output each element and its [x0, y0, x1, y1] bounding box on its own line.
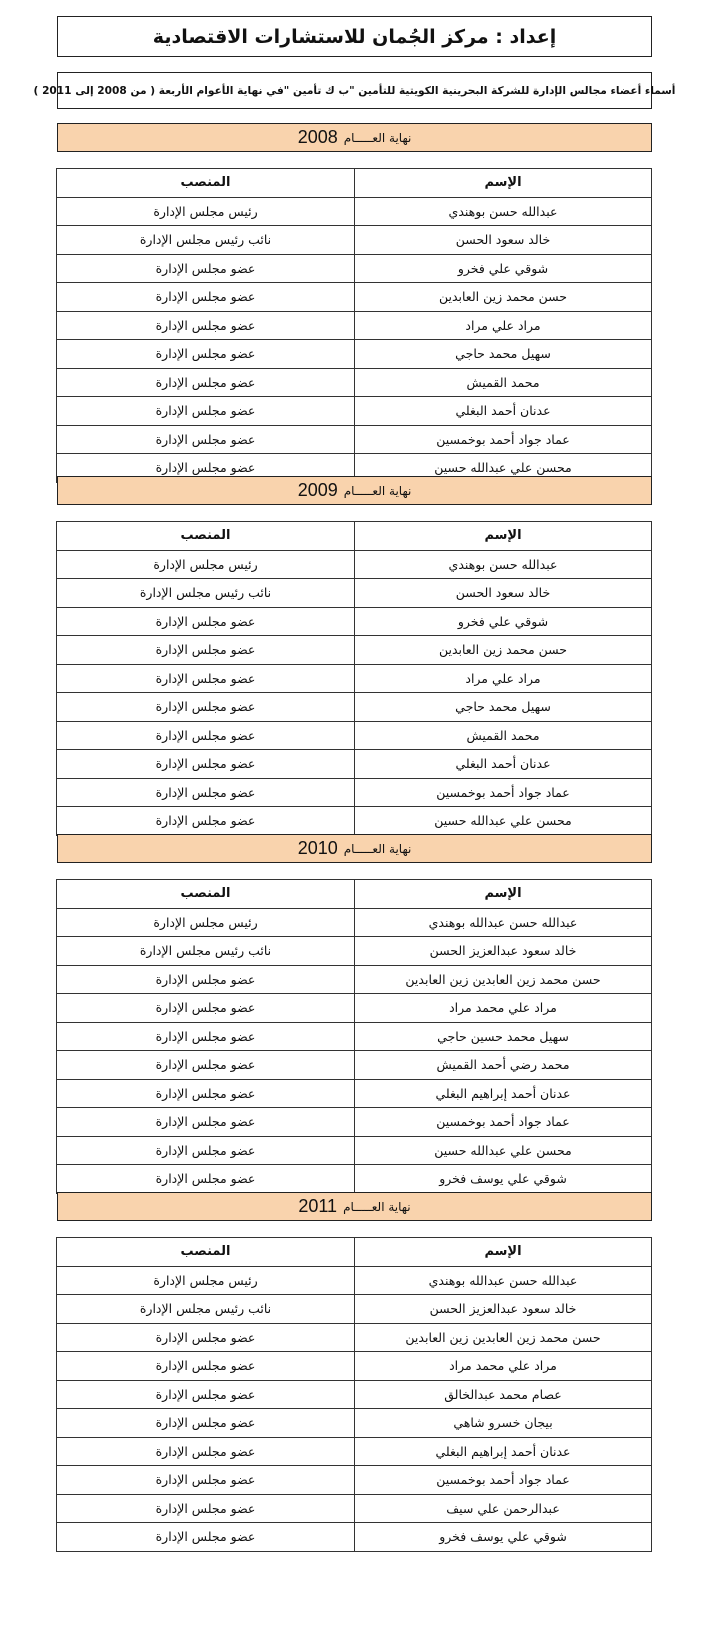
member-position: عضو مجلس الإدارة	[57, 1466, 355, 1495]
document-subtitle: أسماء أعضاء مجالس الإدارة للشركة البحرينية الكويتية للتأمين "ب ك تأمين "في نهاية الأعوام الأربعة ( من 2008 إلى 2011 )	[57, 72, 652, 109]
member-position: عضو مجلس الإدارة	[57, 283, 355, 312]
member-position: عضو مجلس الإدارة	[57, 1409, 355, 1438]
year-header-label: نهاية العـــــام	[343, 1199, 411, 1214]
table-row	[57, 693, 652, 722]
table-row	[57, 750, 652, 779]
year-header-label: نهاية العـــــام	[343, 130, 412, 145]
member-name: عبدالله حسن عبدالله بوهندي	[355, 908, 652, 937]
table-row	[57, 340, 652, 369]
member-position: رئيس مجلس الإدارة	[57, 908, 355, 937]
table-row	[57, 397, 652, 426]
year-header-label: نهاية العـــــام	[343, 841, 412, 856]
table-row	[57, 994, 652, 1023]
member-name: حسن محمد زين العابدين زين العابدين	[355, 965, 652, 994]
table-row	[57, 1079, 652, 1108]
column-header-position: المنصب	[57, 169, 355, 198]
table-row	[57, 721, 652, 750]
table-row	[57, 778, 652, 807]
member-position: عضو مجلس الإدارة	[57, 454, 355, 483]
year-section-2011	[57, 1192, 652, 1552]
member-name: عماد جواد أحمد بوخمسين	[355, 778, 652, 807]
table-row	[57, 1295, 652, 1324]
member-position: عضو مجلس الإدارة	[57, 1437, 355, 1466]
member-position: عضو مجلس الإدارة	[57, 340, 355, 369]
year-header-label: نهاية العـــــام	[343, 483, 412, 498]
member-position: عضو مجلس الإدارة	[57, 1494, 355, 1523]
table-row	[57, 1266, 652, 1295]
table-row	[57, 1466, 652, 1495]
column-header-name: الإسم	[355, 522, 652, 551]
column-header-name: الإسم	[355, 880, 652, 909]
member-position: عضو مجلس الإدارة	[57, 1022, 355, 1051]
member-name: خالد سعود الحسن	[355, 579, 652, 608]
table-row	[57, 283, 652, 312]
year-header-number: 2009	[297, 480, 338, 500]
member-name: شوقي علي يوسف فخرو	[355, 1165, 652, 1194]
member-name: سهيل محمد حاجي	[355, 693, 652, 722]
table-row	[57, 636, 652, 665]
member-name: مراد علي مراد	[355, 311, 652, 340]
member-position: عضو مجلس الإدارة	[57, 721, 355, 750]
member-name: عدنان أحمد إبراهيم البغلي	[355, 1079, 652, 1108]
member-name: شوقي علي فخرو	[355, 254, 652, 283]
table-row	[57, 311, 652, 340]
member-name: مراد علي مراد	[355, 664, 652, 693]
board-members-table	[56, 879, 652, 1194]
table-row	[57, 1022, 652, 1051]
table-row	[57, 1494, 652, 1523]
table-row	[57, 1108, 652, 1137]
table-row	[57, 1165, 652, 1194]
member-name: عبدالله حسن عبدالله بوهندي	[355, 1266, 652, 1295]
member-position: عضو مجلس الإدارة	[57, 368, 355, 397]
table-row	[57, 807, 652, 836]
table-row	[57, 1136, 652, 1165]
member-position: عضو مجلس الإدارة	[57, 607, 355, 636]
table-header-row	[57, 880, 652, 909]
table-row	[57, 908, 652, 937]
member-name: حسن محمد زين العابدين	[355, 283, 652, 312]
member-name: عماد جواد أحمد بوخمسين	[355, 425, 652, 454]
member-position: نائب رئيس مجلس الإدارة	[57, 1295, 355, 1324]
year-header	[57, 834, 652, 863]
member-name: محسن علي عبدالله حسين	[355, 454, 652, 483]
member-name: عدنان أحمد إبراهيم البغلي	[355, 1437, 652, 1466]
column-header-name: الإسم	[355, 169, 652, 198]
table-row	[57, 1523, 652, 1552]
member-name: عبدالرحمن علي سيف	[355, 1494, 652, 1523]
table-row	[57, 425, 652, 454]
table-row	[57, 1051, 652, 1080]
member-position: عضو مجلس الإدارة	[57, 636, 355, 665]
table-header-row	[57, 522, 652, 551]
member-name: عبدالله حسن بوهندي	[355, 550, 652, 579]
member-name: بيجان خسرو شاهي	[355, 1409, 652, 1438]
board-members-table	[56, 1237, 652, 1552]
member-position: عضو مجلس الإدارة	[57, 397, 355, 426]
member-name: خالد سعود الحسن	[355, 226, 652, 255]
table-row	[57, 550, 652, 579]
column-header-position: المنصب	[57, 880, 355, 909]
year-header	[57, 123, 652, 152]
member-name: سهيل محمد حسين حاجي	[355, 1022, 652, 1051]
table-header-row	[57, 1238, 652, 1267]
table-row	[57, 1323, 652, 1352]
member-position: نائب رئيس مجلس الإدارة	[57, 579, 355, 608]
member-name: مراد علي محمد مراد	[355, 994, 652, 1023]
year-header-number: 2011	[298, 1196, 338, 1216]
member-position: عضو مجلس الإدارة	[57, 1380, 355, 1409]
column-header-position: المنصب	[57, 1238, 355, 1267]
member-position: عضو مجلس الإدارة	[57, 994, 355, 1023]
member-name: محمد رضي أحمد القميش	[355, 1051, 652, 1080]
member-position: رئيس مجلس الإدارة	[57, 1266, 355, 1295]
table-row	[57, 254, 652, 283]
member-name: حسن محمد زين العابدين	[355, 636, 652, 665]
member-name: محسن علي عبدالله حسين	[355, 1136, 652, 1165]
member-position: عضو مجلس الإدارة	[57, 965, 355, 994]
member-name: شوقي علي فخرو	[355, 607, 652, 636]
year-header	[57, 476, 652, 505]
column-header-position: المنصب	[57, 522, 355, 551]
column-header-name: الإسم	[355, 1238, 652, 1267]
year-header-number: 2010	[297, 838, 338, 858]
table-row	[57, 664, 652, 693]
table-row	[57, 965, 652, 994]
table-row	[57, 197, 652, 226]
table-row	[57, 1380, 652, 1409]
member-name: شوقي علي يوسف فخرو	[355, 1523, 652, 1552]
member-position: عضو مجلس الإدارة	[57, 1108, 355, 1137]
member-position: عضو مجلس الإدارة	[57, 311, 355, 340]
table-row	[57, 368, 652, 397]
table-row	[57, 1437, 652, 1466]
year-section-2009	[57, 476, 652, 836]
member-position: عضو مجلس الإدارة	[57, 693, 355, 722]
table-row	[57, 1352, 652, 1381]
member-position: عضو مجلس الإدارة	[57, 664, 355, 693]
member-position: عضو مجلس الإدارة	[57, 750, 355, 779]
member-position: عضو مجلس الإدارة	[57, 1165, 355, 1194]
board-members-table	[56, 521, 652, 836]
member-position: عضو مجلس الإدارة	[57, 254, 355, 283]
member-name: عصام محمد عبدالخالق	[355, 1380, 652, 1409]
member-name: عبدالله حسن بوهندي	[355, 197, 652, 226]
member-position: عضو مجلس الإدارة	[57, 807, 355, 836]
member-position: عضو مجلس الإدارة	[57, 1323, 355, 1352]
member-position: نائب رئيس مجلس الإدارة	[57, 226, 355, 255]
table-row	[57, 579, 652, 608]
member-name: عدنان أحمد البغلي	[355, 397, 652, 426]
member-position: عضو مجلس الإدارة	[57, 1079, 355, 1108]
board-members-table	[56, 168, 652, 483]
member-name: سهيل محمد حاجي	[355, 340, 652, 369]
table-row	[57, 937, 652, 966]
member-name: محسن علي عبدالله حسين	[355, 807, 652, 836]
member-name: مراد علي محمد مراد	[355, 1352, 652, 1381]
member-position: عضو مجلس الإدارة	[57, 1352, 355, 1381]
member-position: رئيس مجلس الإدارة	[57, 197, 355, 226]
member-position: رئيس مجلس الإدارة	[57, 550, 355, 579]
member-position: عضو مجلس الإدارة	[57, 1523, 355, 1552]
table-row	[57, 607, 652, 636]
member-position: عضو مجلس الإدارة	[57, 1051, 355, 1080]
member-name: محمد القميش	[355, 368, 652, 397]
page-title: إعداد : مركز الجُمان للاستشارات الاقتصادية	[57, 16, 652, 57]
member-name: خالد سعود عبدالعزيز الحسن	[355, 1295, 652, 1324]
member-name: عماد جواد أحمد بوخمسين	[355, 1108, 652, 1137]
member-name: عدنان أحمد البغلي	[355, 750, 652, 779]
member-position: عضو مجلس الإدارة	[57, 778, 355, 807]
member-position: عضو مجلس الإدارة	[57, 425, 355, 454]
member-name: عماد جواد أحمد بوخمسين	[355, 1466, 652, 1495]
member-position: عضو مجلس الإدارة	[57, 1136, 355, 1165]
year-header-number: 2008	[297, 127, 338, 147]
year-section-2008	[57, 123, 652, 483]
table-row	[57, 226, 652, 255]
member-position: نائب رئيس مجلس الإدارة	[57, 937, 355, 966]
member-name: محمد القميش	[355, 721, 652, 750]
member-name: خالد سعود عبدالعزيز الحسن	[355, 937, 652, 966]
table-header-row	[57, 169, 652, 198]
year-header	[57, 1192, 652, 1221]
year-section-2010	[57, 834, 652, 1194]
member-name: حسن محمد زين العابدين زين العابدين	[355, 1323, 652, 1352]
table-row	[57, 1409, 652, 1438]
